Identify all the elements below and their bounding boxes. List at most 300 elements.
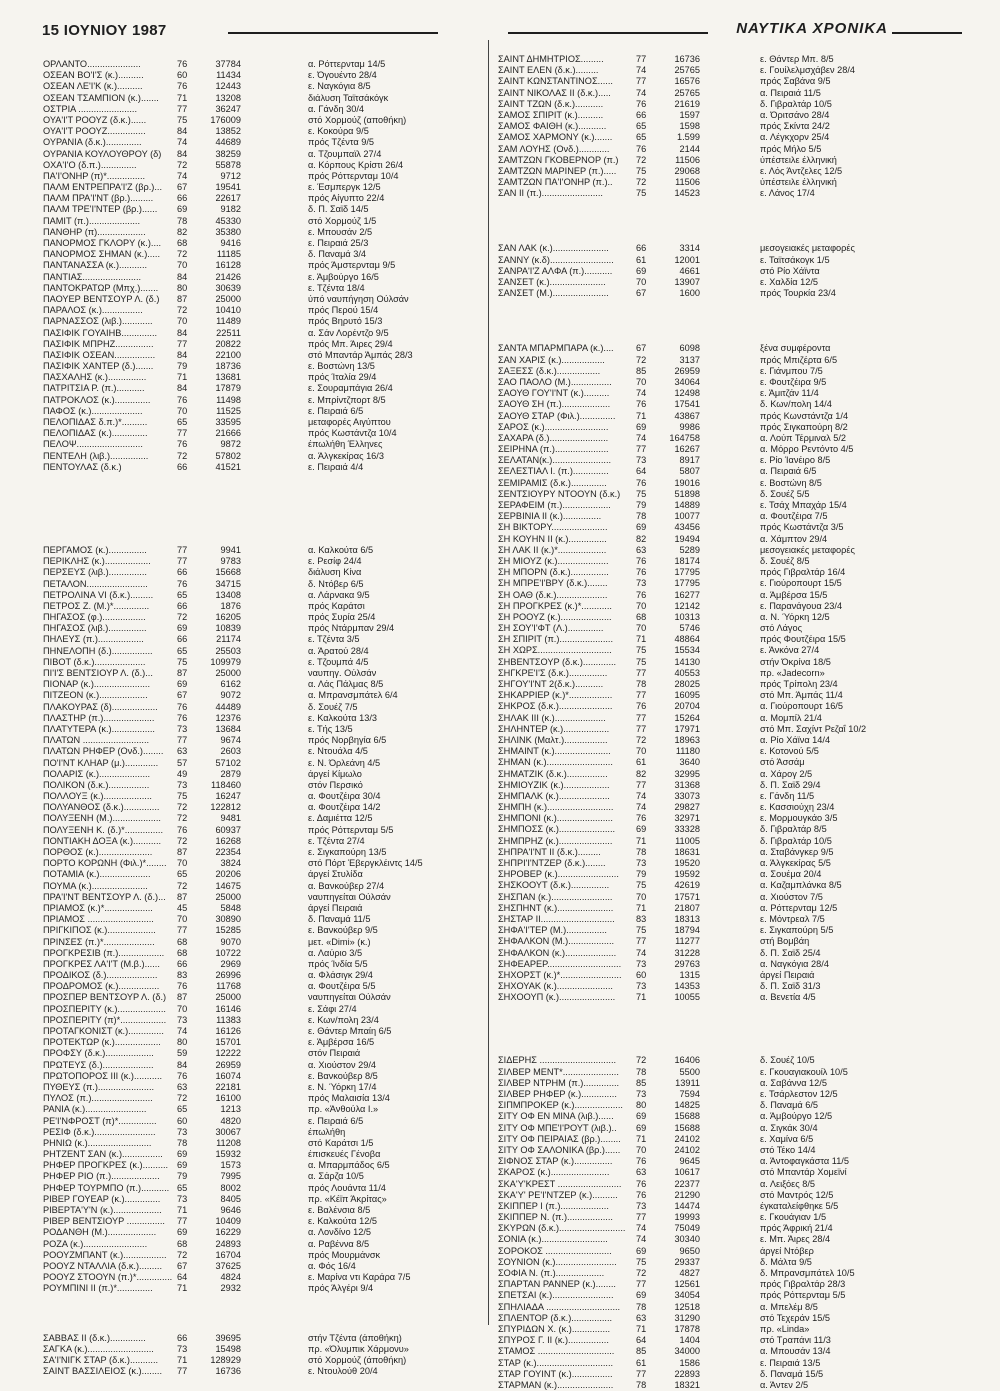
ship-row xyxy=(492,511,962,522)
ship-row xyxy=(492,948,962,959)
ship-status: ε. Χαλδία 12/5 xyxy=(760,277,818,287)
ship-name: ΣΑΝΣΕΤ (κ.)...................... xyxy=(498,277,606,287)
ship-status: στό Χορμούζ (αποθήκη) xyxy=(308,114,407,125)
built-year: 72 xyxy=(177,450,188,461)
built-year: 76 xyxy=(636,98,647,109)
built-year: 60 xyxy=(177,70,188,81)
ship-row xyxy=(492,1335,962,1346)
ship-row xyxy=(492,522,962,533)
ship-name: ΡΟΟΥΖ ΣΤΟΟΥΝ (π.)*.............. xyxy=(43,1272,173,1283)
ship-row xyxy=(492,612,962,623)
ship-row xyxy=(492,1167,962,1178)
ship-row xyxy=(43,406,483,417)
ship-status: α. Χάρογ 2/5 xyxy=(760,768,813,779)
tonnage: 21666 xyxy=(215,428,241,439)
ship-name: ΡΗΦΕΡ ΠΡΟΓΚΡΕΣ (κ.).......... xyxy=(43,1160,169,1171)
tonnage: 33073 xyxy=(674,790,700,801)
ship-status: έπωλήθη Έλληνες xyxy=(308,439,383,450)
ship-status: ε. Κοκούρα 9/5 xyxy=(308,126,369,137)
ship-status: ε. Θάντερ Μπ. 8/5 xyxy=(760,54,834,64)
ship-row xyxy=(43,305,483,316)
ship-row xyxy=(492,266,962,277)
ship-row xyxy=(43,892,483,903)
ship-row xyxy=(492,623,962,634)
ship-status: στό Μπ. Άμπάς 11/4 xyxy=(760,690,843,701)
ship-row xyxy=(492,54,962,65)
ship-row xyxy=(43,193,483,204)
built-year: 76 xyxy=(636,399,647,410)
ship-name: ΣΑΟΥΘ ΓΟΥ'Ι'ΝΤ (κ.).......... xyxy=(498,388,610,399)
built-year: 76 xyxy=(636,477,647,488)
ship-row xyxy=(43,115,483,126)
tonnage: 19016 xyxy=(674,477,700,488)
ship-row xyxy=(43,1250,483,1261)
ship-name: ΣΠΑΡΤΑΝ ΡΑΝΝΕΡ (κ.)........ xyxy=(498,1279,616,1290)
ship-status: ε. Κων/πολη 23/4 xyxy=(308,1014,379,1025)
ship-name: ΠΙΤΖΕΟΝ (κ.)................... xyxy=(43,690,148,701)
built-year: 67 xyxy=(177,182,188,193)
ship-row xyxy=(43,735,483,746)
tonnage: 31290 xyxy=(674,1312,700,1323)
ship-name: ΣΗΒΕΝΤΣΟΥΡ (δ.κ.)............. xyxy=(498,656,617,667)
ship-row xyxy=(492,981,962,992)
ship-row xyxy=(492,1358,962,1369)
ship-name: ΡΗΝΙΩ (κ.)......................... xyxy=(43,1137,152,1148)
tonnage: 11277 xyxy=(675,936,700,947)
ship-status: πρός Μπ. Άιρες 29/4 xyxy=(308,338,393,349)
built-year: 77 xyxy=(177,1216,188,1227)
ship-status: στόν Περσικό xyxy=(308,779,363,790)
built-year: 84 xyxy=(177,383,188,394)
ship-row xyxy=(492,690,962,701)
tonnage: 12376 xyxy=(215,712,241,723)
ship-name: ΠΕΝΤΟΥΛΑΣ (δ.κ.) xyxy=(43,461,122,472)
built-year: 77 xyxy=(636,444,647,455)
tonnage: 51898 xyxy=(674,488,700,499)
ship-name: ΣΗΛΗΝΤΕΡ (κ.).................. xyxy=(498,723,610,734)
ship-name: ΠΕΡΓΑΜΟΣ (κ.)............... xyxy=(43,544,147,555)
ship-name: ΠΕΛΟΠΙΔΑΣ δ.π.)*.......... xyxy=(43,417,148,427)
ship-row xyxy=(492,735,962,746)
built-year: 77 xyxy=(636,1279,647,1290)
ship-status: δ. Κων/πολη 14/4 xyxy=(760,399,832,410)
built-year: 75 xyxy=(177,656,188,667)
ship-row xyxy=(43,959,483,970)
ship-name: ΣΟΥΝΙΟΝ (κ.)........................ xyxy=(498,1256,617,1267)
built-year: 68 xyxy=(636,611,647,622)
ship-row xyxy=(43,579,483,590)
tonnage: 48864 xyxy=(674,634,700,645)
ship-name: ΣΗΛΑΚ ΙΙΙ (κ.).................... xyxy=(498,712,606,723)
tonnage: 9783 xyxy=(220,556,241,567)
tonnage: 11180 xyxy=(675,746,700,757)
ship-row xyxy=(43,93,483,104)
ship-row xyxy=(492,936,962,947)
ship-status: δ. Σουέζ 7/5 xyxy=(308,701,358,712)
tonnage: 30067 xyxy=(215,1126,241,1137)
ship-name: ΣΟΦΙΑ Ν. (π.)................... xyxy=(498,1268,605,1278)
built-year: 76 xyxy=(177,824,188,835)
tonnage: 38259 xyxy=(215,148,241,159)
ship-name: ΣΑΜΤΖΩΝ ΓΚΟΒΕΡΝΟΡ (π.) xyxy=(498,154,619,165)
tonnage: 15285 xyxy=(215,925,241,936)
ship-name: ΣΙΛΒΕΡ ΝΤΡΗΜ (π.).............. xyxy=(498,1077,620,1088)
ship-status: πρός Συρία 25/4 xyxy=(308,612,376,623)
tonnage: 12443 xyxy=(215,81,241,92)
built-year: 63 xyxy=(177,1081,188,1092)
built-year: 76 xyxy=(177,981,188,992)
built-year: 75 xyxy=(177,791,188,802)
tonnage: 8002 xyxy=(220,1182,241,1193)
built-year: 73 xyxy=(177,1343,188,1354)
tonnage: 25765 xyxy=(674,65,700,76)
built-year: 74 xyxy=(636,65,647,76)
ship-name: ΠΑΝΟΡΜΟΣ ΓΚΛΟΡΥ (κ.).... xyxy=(43,238,162,248)
ship-status: πρός Σιγκαπούρη 8/2 xyxy=(760,421,848,432)
ship-row xyxy=(492,880,962,891)
ship-name: ΣΗΚΑΡΡΙΕΡ (κ.)*................. xyxy=(498,690,613,701)
ship-status: στόν Πειραιά xyxy=(308,1048,361,1059)
ship-row xyxy=(492,110,962,121)
tonnage: 9072 xyxy=(220,690,241,701)
tonnage: 18963 xyxy=(674,734,700,745)
tonnage: 31228 xyxy=(674,947,700,958)
built-year: 70 xyxy=(636,277,647,287)
ship-name: ΠΡΟΣΠΕΡΙΤΥ (π)*.................. xyxy=(43,1014,167,1025)
ship-status: α. Χάμπτον 29/4 xyxy=(760,533,828,544)
tonnage: 40553 xyxy=(674,667,700,678)
ship-status: ε. Ναγκόγια 8/5 xyxy=(308,81,371,92)
ship-row xyxy=(492,713,962,724)
ship-status: στήν Τζέντα (άποθήκη) xyxy=(308,1332,402,1343)
ship-row xyxy=(492,399,962,410)
section-gap xyxy=(492,199,962,243)
ship-name: ΣΑΟ ΠΑΟΛΟ (Μ.)................ xyxy=(498,376,612,387)
built-year: 75 xyxy=(636,488,647,499)
ship-name: ΠΟΡΘΟΣ (κ.)..................... xyxy=(43,847,153,857)
tonnage: 2144 xyxy=(679,143,700,154)
ship-status: α. Σάρζα 10/5 xyxy=(308,1171,364,1182)
ship-row xyxy=(43,992,483,1003)
built-year: 77 xyxy=(636,712,647,723)
built-year: 70 xyxy=(177,260,188,271)
ship-row xyxy=(43,847,483,858)
built-year: 57 xyxy=(177,757,188,768)
ship-name: ΣΑΟΥΘ ΣΗ (π.)................... xyxy=(498,399,611,410)
tonnage: 2932 xyxy=(220,1283,241,1294)
ship-row xyxy=(43,545,483,556)
ship-status: ε. Γιάνμπου 7/5 xyxy=(760,365,823,376)
built-year: 72 xyxy=(177,880,188,891)
ship-status: δ. Γιβραλτάρ 8/5 xyxy=(760,824,827,835)
tonnage: 26959 xyxy=(674,365,700,376)
ship-name: ΠΕΛΟΠΙΔΑΣ (κ.).............. xyxy=(43,428,148,439)
ship-row xyxy=(492,1246,962,1257)
ship-row xyxy=(492,155,962,166)
built-year: 84 xyxy=(177,1059,188,1070)
ship-row xyxy=(43,1355,483,1366)
ship-status: στό Μπαντάρ Χομεϊνί xyxy=(760,1167,847,1178)
ship-row xyxy=(492,76,962,87)
ship-status: ύπό ναυπήγηση Ούλσάν xyxy=(308,293,409,304)
ship-name: ΠΑΟΥΕΡ ΒΕΝΤΣΟΥΡ Λ. (δ.) xyxy=(43,293,160,304)
built-year: 66 xyxy=(177,1332,188,1343)
tonnage: 2603 xyxy=(220,746,241,757)
tonnage: 19494 xyxy=(674,533,700,544)
tonnage: 22181 xyxy=(215,1081,241,1092)
ship-status: ε. Λός Άντζελες 12/5 xyxy=(760,165,843,176)
built-year: 70 xyxy=(177,914,188,925)
built-year: 65 xyxy=(177,417,188,427)
built-year: 71 xyxy=(177,1283,188,1294)
ship-name: ΠΑΣΧΑΛΗΣ (κ.)............... xyxy=(43,372,147,383)
ship-status: μετ. «Dimi» (κ.) xyxy=(308,936,371,947)
ship-name: ΣΗ ΣΟΥ'Ι'ΦΤ (Λ.).............. xyxy=(498,623,604,634)
ship-row xyxy=(492,601,962,612)
ship-row xyxy=(492,377,962,388)
ship-row xyxy=(43,1015,483,1026)
ship-name: ΠΕΤΡΟΣ Ζ. (Μ.)*.............. xyxy=(43,600,150,611)
built-year: 77 xyxy=(177,925,188,936)
ship-name: ΣΠΥΡΙΔΩΝ Χ. (κ.)............... xyxy=(498,1323,611,1334)
ship-status: δ. Π. Σαϊδ 31/3 xyxy=(760,981,821,992)
ship-name: ΡΗΦΕΡ ΤΟΥΡΜΠΟ (π.)........... xyxy=(43,1182,170,1193)
ship-row xyxy=(492,1055,962,1066)
built-year: 77 xyxy=(636,936,647,947)
ship-row xyxy=(492,769,962,780)
ship-status: στό Τέκο 14/4 xyxy=(760,1144,816,1155)
ship-row xyxy=(43,825,483,836)
ship-status: πρός Σαβάνα 9/5 xyxy=(760,76,831,87)
ship-row xyxy=(43,925,483,936)
built-year: 83 xyxy=(177,970,188,981)
ship-row xyxy=(43,439,483,450)
tonnage: 15688 xyxy=(674,1111,700,1122)
built-year: 66 xyxy=(636,243,647,254)
built-year: 72 xyxy=(177,835,188,846)
tonnage: 20704 xyxy=(674,701,700,712)
ship-row xyxy=(43,1149,483,1160)
ship-name: ΣΑΜΤΖΩΝ ΜΑΡΙΝΕΡ (π.)..... xyxy=(498,165,617,176)
ship-row xyxy=(492,847,962,858)
built-year: 76 xyxy=(636,589,647,600)
ship-row xyxy=(492,99,962,110)
ship-status: ε. Τσάρλεστον 12/5 xyxy=(760,1089,838,1099)
ship-status: δ. Π. Σαϊδ 14/5 xyxy=(308,204,369,215)
tonnage: 22377 xyxy=(674,1178,700,1189)
built-year: 87 xyxy=(177,293,188,304)
ship-name: ΣΗ ΜΠΡΕ'Ι'ΒΡΥ (δ.κ.)........ xyxy=(498,578,608,589)
ship-name: ΠΟΛΥΞΕΝΗ (Μ.)................... xyxy=(43,813,161,824)
tonnage: 21290 xyxy=(674,1189,700,1200)
ship-row xyxy=(492,1380,962,1391)
ship-status: ε. Γιούροπουρτ 15/5 xyxy=(760,578,842,589)
tonnage: 17878 xyxy=(674,1323,700,1334)
ship-row xyxy=(492,166,962,177)
ship-status: α. Σταβάνγκερ 9/5 xyxy=(760,846,834,857)
tonnage: 13208 xyxy=(215,92,241,103)
ship-row xyxy=(43,702,483,713)
tonnage: 11185 xyxy=(216,249,241,260)
ship-row xyxy=(43,1093,483,1104)
ship-row xyxy=(43,339,483,350)
ship-row xyxy=(43,601,483,612)
ship-status: πρός Άμστερνταμ 9/5 xyxy=(308,260,396,271)
ship-status: ε. Βανκούβερ 9/5 xyxy=(308,925,378,936)
tonnage: 16229 xyxy=(215,1227,241,1238)
ship-name: ΣΑΒΒΑΣ ΙΙ (δ.κ.).............. xyxy=(43,1332,146,1343)
ship-status: ε. Βανκούβερ 8/5 xyxy=(308,1070,378,1081)
built-year: 73 xyxy=(636,958,647,969)
ship-name: ΣΕΡΑΦΕΙΜ (π.)................... xyxy=(498,500,611,510)
built-year: 71 xyxy=(177,372,188,383)
ship-row xyxy=(492,791,962,802)
ship-status: ε. Πειραιά 13/5 xyxy=(760,1357,821,1368)
ship-status: ε. Ν. Ύόρκη 17/4 xyxy=(308,1081,377,1092)
tonnage: 19520 xyxy=(674,858,700,868)
tonnage: 25000 xyxy=(215,891,241,902)
ship-name: ΟΣΤΡΙΑ ....................... xyxy=(43,103,138,114)
ship-status: στό Πόρτ Έβεργκλέιντς 14/5 xyxy=(308,858,423,869)
built-year: 71 xyxy=(177,92,188,103)
built-year: 73 xyxy=(636,455,647,466)
ship-status: διάλυση Ταϊτσάκόγκ xyxy=(308,92,389,103)
ship-name: ΡΕ'Ι'ΝΦΡΟΣΤ (π)*............... xyxy=(43,1115,157,1126)
ship-status: ε. Βοστώνη 8/5 xyxy=(760,477,822,488)
ship-row xyxy=(43,462,483,473)
right-column-ship-list xyxy=(492,54,962,1391)
ship-name: ΟΥΑ'Ι'Τ ΡΟΟΥΖ (δ.κ.)...... xyxy=(43,114,147,125)
built-year: 78 xyxy=(636,1379,647,1390)
tonnage: 14889 xyxy=(674,500,700,510)
built-year: 71 xyxy=(177,1354,188,1365)
ship-status: α. Σάν Λορέντζο 9/5 xyxy=(308,327,389,338)
built-year: 76 xyxy=(177,712,188,723)
built-year: 87 xyxy=(177,668,188,678)
ship-row xyxy=(43,361,483,372)
ship-status: ε. Μπουσάν 2/5 xyxy=(308,226,373,237)
ship-row xyxy=(43,1060,483,1071)
ship-row xyxy=(43,350,483,361)
ship-row xyxy=(492,1302,962,1313)
built-year: 72 xyxy=(177,802,188,813)
tonnage: 1213 xyxy=(220,1104,241,1115)
ship-status: ε. Ν. Όρλεάνη 4/5 xyxy=(308,757,381,768)
ship-row xyxy=(492,1212,962,1223)
ship-row xyxy=(43,690,483,701)
ship-name: ΠΡΟΣΠΕΡΙΤΥ (κ.)................... xyxy=(43,1003,166,1014)
ship-row xyxy=(43,1344,483,1355)
ship-row xyxy=(43,1205,483,1216)
ship-name: ΣΟΝΙΑ (κ.).......................... xyxy=(498,1234,608,1245)
tonnage: 9872 xyxy=(220,439,241,450)
ship-status: α. Βανκούβερ 27/4 xyxy=(308,880,385,891)
ship-status: πρός Άλγέρι 9/4 xyxy=(308,1283,374,1294)
ship-status: πρός Γιβραλτάρ 28/3 xyxy=(760,1279,846,1290)
ship-name: ΣΙΦΝΟΣ ΣΤΑΡ (κ.)............... xyxy=(498,1156,613,1167)
built-year: 69 xyxy=(177,623,188,634)
ship-status: α. Τζουμπαϊλ 27/4 xyxy=(308,148,382,159)
ship-name: ΣΙΤΥ ΟΦ ΠΕΙΡΑΙΑΣ (βρ.)........ xyxy=(498,1133,621,1144)
ship-status: πρός Ίνδία 5/5 xyxy=(308,958,368,969)
ship-name: ΣΑΝ ΙΙ (π.)........................ xyxy=(498,188,603,199)
ship-name: ΠΑΣΙΦΙΚ ΟΣΕΑΝ................ xyxy=(43,349,156,360)
ship-row xyxy=(43,1216,483,1227)
ship-row xyxy=(492,144,962,155)
ship-status: α. Λειξόες 8/5 xyxy=(760,1178,816,1189)
tonnage: 2879 xyxy=(220,768,241,779)
tonnage: 164758 xyxy=(669,432,700,443)
tonnage: 16268 xyxy=(215,835,241,846)
built-year: 77 xyxy=(177,1366,188,1377)
ship-name: ΡΕΣΙΦ (δ.κ.)........................ xyxy=(43,1126,156,1137)
ship-name: ΣΠΗΛΙΑΔΑ ............................. xyxy=(498,1301,621,1312)
tonnage: 18631 xyxy=(674,846,700,857)
ship-name: ΣΚΙΠΠΕΡ Ι (π.)................... xyxy=(498,1200,609,1211)
built-year: 77 xyxy=(177,544,188,555)
ship-status: πρός Τουρκία 23/4 xyxy=(760,288,836,299)
ship-row xyxy=(492,88,962,99)
ship-row xyxy=(43,780,483,791)
tonnage: 26959 xyxy=(215,1059,241,1070)
ship-name: ΠΟΤΑΜΙΑ (κ.).................... xyxy=(43,869,151,880)
ship-name: ΠΙΟΝΑΡ (κ.)...................... xyxy=(43,679,151,690)
ship-name: ΠΕΡΙΚΛΗΣ (κ.).................. xyxy=(43,556,151,567)
ship-status: πρός Μαλαισία 13/4 xyxy=(308,1093,390,1104)
ship-name: ΣΕΡΒΙΝΙΑ ΙΙ (κ.)............... xyxy=(498,511,602,522)
tonnage: 9416 xyxy=(220,238,241,248)
tonnage: 6162 xyxy=(220,679,241,690)
tonnage: 16277 xyxy=(674,589,700,600)
ship-status: ε. Γκουάγιαν 1/5 xyxy=(760,1212,827,1223)
ship-name: ΣΑΙΝΤ ΒΑΣΣΙΛΕΙΟΣ (κ.)........ xyxy=(43,1366,163,1377)
ship-row xyxy=(492,757,962,768)
ship-row xyxy=(43,126,483,137)
built-year: 77 xyxy=(177,556,188,567)
built-year: 66 xyxy=(177,193,188,204)
ship-status: πρός Ρόττερνταμ 10/4 xyxy=(308,170,399,181)
tonnage: 13684 xyxy=(215,723,241,734)
built-year: 79 xyxy=(177,361,188,372)
ship-row xyxy=(43,395,483,406)
tonnage: 15701 xyxy=(215,1037,241,1048)
built-year: 72 xyxy=(636,354,647,365)
tonnage: 19541 xyxy=(215,182,241,193)
tonnage: 9650 xyxy=(679,1245,700,1256)
ship-name: ΡΗΦΕΡ ΡΙΟ (π.)................... xyxy=(43,1171,160,1182)
header-rule-right xyxy=(892,32,962,34)
ship-name: ΣΑΜ ΛΟΥΗΣ (Ονδ.)............ xyxy=(498,143,610,154)
ship-row xyxy=(43,1366,483,1377)
ship-name: ΣΟΡΟΚΟΣ .......................... xyxy=(498,1245,612,1256)
ship-status: στήν Όκρίνα 18/5 xyxy=(760,656,831,667)
ship-status: α. Λαύριο 3/5 xyxy=(308,947,363,958)
ship-name: ΣΗ ΒΙΚΤΟΡΥ...................... xyxy=(498,522,608,533)
ship-status: ε. Πειραιά 6/5 xyxy=(308,1115,364,1126)
built-year: 72 xyxy=(636,177,647,188)
ship-status: ε. Πειραιά 25/3 xyxy=(308,238,369,248)
ship-status: στό Καράτσι 1/5 xyxy=(308,1137,374,1148)
tonnage: 9182 xyxy=(220,204,241,215)
ship-name: ΠΡΟΦΣΥ (δ.κ.)................... xyxy=(43,1048,154,1059)
built-year: 72 xyxy=(636,734,647,745)
ship-status: α. Χιούστον 7/5 xyxy=(760,891,823,902)
built-year: 75 xyxy=(636,656,647,667)
ship-status: στό Ρίο Χάϊντα xyxy=(760,265,820,276)
ship-status: α. Βενετία 4/5 xyxy=(760,992,816,1003)
ship-name: ΠΟ'Ι'ΝΤ ΚΛΗΑΡ (μ.)............. xyxy=(43,757,159,768)
ship-row xyxy=(43,272,483,283)
